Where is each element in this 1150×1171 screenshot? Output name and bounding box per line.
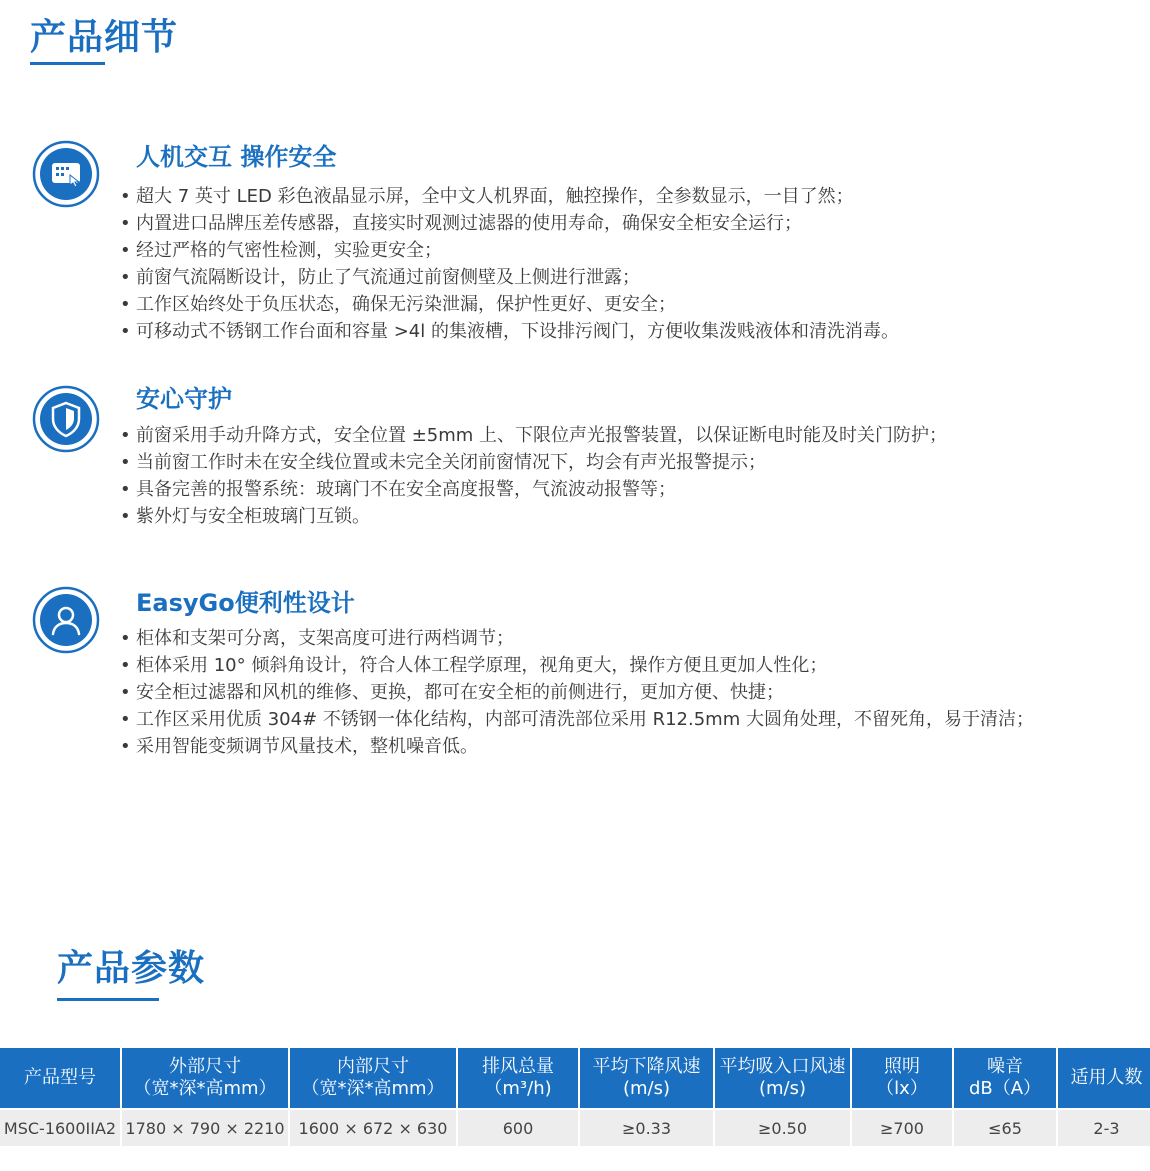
list-item: • 紫外灯与安全柜玻璃门互锁。 <box>120 503 1130 530</box>
list-item: • 工作区始终处于负压状态，确保无污染泄漏，保护性更好、更安全； <box>120 291 1130 318</box>
details-title: 产品细节 <box>30 17 179 58</box>
table-cell: 1600 × 672 × 630 <box>289 1109 457 1146</box>
list-item: • 前窗采用手动升降方式，安全位置 ±5mm 上、下限位声光报警装置，以保证断电时能及时关门防护； <box>120 422 1130 449</box>
list-item: • 工作区采用优质 304# 不锈钢一体化结构，内部可清洗部位采用 R12.5mm 大圆角处理，不留死角，易于清洁； <box>120 706 1090 733</box>
bullet-list <box>120 625 1090 760</box>
shield-icon <box>32 385 100 453</box>
table-cell: MSC-1600IIA2 <box>0 1109 121 1146</box>
header-cell: 排风总量 （m³/h) <box>457 1048 579 1109</box>
header-cell: 适用人数 <box>1057 1048 1150 1109</box>
feature-heading: EasyGo便利性设计 <box>136 589 355 617</box>
table-row <box>0 1109 1150 1146</box>
list-item: • 柜体和支架可分离，支架高度可进行两档调节； <box>120 625 1090 652</box>
bullet-list <box>120 183 1130 345</box>
params-table <box>0 1048 1150 1146</box>
table-cell: ≥0.33 <box>579 1109 714 1146</box>
table-cell: 600 <box>457 1109 579 1146</box>
params-title: 产品参数 <box>57 948 206 989</box>
table-cell: 2-3 <box>1057 1109 1150 1146</box>
list-item: • 内置进口品牌压差传感器，直接实时观测过滤器的使用寿命，确保安全柜安全运行； <box>120 210 1130 237</box>
header-cell: 外部尺寸 （宽*深*高mm） <box>121 1048 289 1109</box>
header-cell: 照明 （lx） <box>851 1048 953 1109</box>
header-cell: 平均吸入口风速 (m/s) <box>714 1048 851 1109</box>
list-item: • 具备完善的报警系统：玻璃门不在安全高度报警，气流波动报警等； <box>120 476 1130 503</box>
table-cell: 1780 × 790 × 2210 <box>121 1109 289 1146</box>
list-item: • 可移动式不锈钢工作台面和容量 >4l 的集液槽，下设排污阀门，方便收集泼贱液体和清洗消毒。 <box>120 318 1130 345</box>
bullet-list <box>120 422 1130 530</box>
list-item: • 经过严格的气密性检测，实验更安全； <box>120 237 1130 264</box>
user-icon <box>32 586 100 654</box>
feature-heading: 人机交互 操作安全 <box>136 143 337 171</box>
list-item: • 采用智能变频调节风量技术，整机噪音低。 <box>120 733 1090 760</box>
list-item: • 柜体采用 10° 倾斜角设计，符合人体工程学原理，视角更大，操作方便且更加人性化； <box>120 652 1090 679</box>
header-cell: 内部尺寸 （宽*深*高mm） <box>289 1048 457 1109</box>
table-cell: ≥0.50 <box>714 1109 851 1146</box>
list-item: • 前窗气流隔断设计，防止了气流通过前窗侧壁及上侧进行泄露； <box>120 264 1130 291</box>
touchscreen-icon <box>32 140 100 208</box>
table-cell: ≥700 <box>851 1109 953 1146</box>
params-title-underline <box>57 998 159 1001</box>
list-item: • 超大 7 英寸 LED 彩色液晶显示屏，全中文人机界面，触控操作，全参数显示，一目了然； <box>120 183 1130 210</box>
header-cell: 产品型号 <box>0 1048 121 1109</box>
table-cell: ≤65 <box>953 1109 1057 1146</box>
feature-heading: 安心守护 <box>136 385 232 413</box>
list-item: • 安全柜过滤器和风机的维修、更换，都可在安全柜的前侧进行，更加方便、快捷； <box>120 679 1090 706</box>
header-cell: 噪音 dB（A） <box>953 1048 1057 1109</box>
table-header-row <box>0 1048 1150 1109</box>
header-cell: 平均下降风速 (m/s) <box>579 1048 714 1109</box>
list-item: • 当前窗工作时未在安全线位置或未完全关闭前窗情况下，均会有声光报警提示； <box>120 449 1130 476</box>
details-title-underline <box>30 62 105 65</box>
